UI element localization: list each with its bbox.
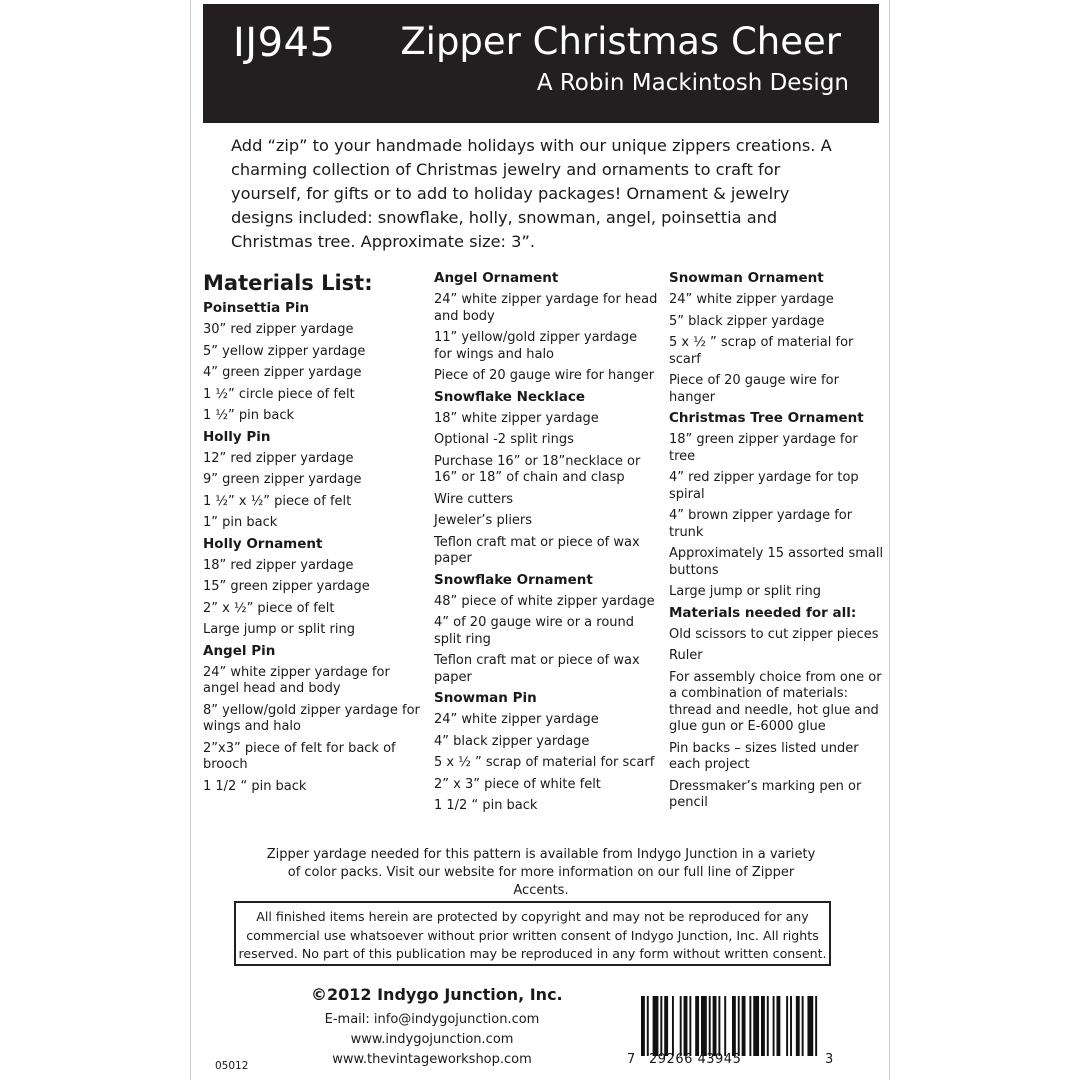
barcode-bar [680, 996, 682, 1056]
material-item: 4” brown zipper yardage for trunk [669, 508, 853, 540]
barcode-bar [647, 996, 649, 1056]
barcode-bar [742, 996, 746, 1056]
barcode-bar [761, 996, 765, 1056]
section-heading: Snowflake Necklace [434, 388, 585, 405]
barcode-bar [815, 996, 817, 1056]
copyright-notice-box [234, 901, 831, 966]
material-item: Teflon craft mat or piece of wax paper [434, 653, 640, 685]
material-item: 24” white zipper yardage [434, 712, 599, 727]
material-item: 24” white zipper yardage for head and body [434, 292, 658, 324]
section-heading: Christmas Tree Ornament [669, 410, 864, 426]
material-item: Piece of 20 gauge wire for hanger [669, 373, 839, 405]
material-item: Old scissors to cut zipper pieces [669, 626, 879, 642]
barcode-bar [713, 996, 717, 1056]
header-banner [203, 4, 879, 123]
barcode-bar [695, 996, 699, 1056]
copyright-line: ©2012 Indygo Junction, Inc. [311, 985, 563, 1004]
barcode-bars [641, 996, 821, 1056]
material-item: Teflon craft mat or piece of wax paper [434, 534, 640, 566]
barcode-bar [786, 996, 788, 1056]
material-item: 5” black zipper yardage [669, 313, 825, 329]
material-item: 8” yellow/gold zipper yardage for wings and halo [203, 702, 420, 734]
barcode-bar [684, 996, 688, 1056]
barcode-bar [802, 996, 804, 1056]
barcode-bar [753, 996, 759, 1056]
section-heading: Materials needed for all: [669, 604, 857, 621]
email-text: E-mail: info@indygojunction.com [324, 1012, 540, 1027]
section-heading: Snowflake Ornament [434, 571, 593, 588]
material-item: Pin backs – sizes listed under each project [669, 740, 859, 772]
website-link-1[interactable]: www.indygojunction.com [350, 1032, 514, 1047]
section-heading: Holly Pin [203, 428, 271, 445]
barcode-digit-left: 7 [627, 1052, 636, 1067]
website-link-2[interactable]: www.thevintageworkshop.com [332, 1052, 532, 1067]
material-item: 1 1/2 “ pin back [434, 798, 538, 813]
barcode-bar [732, 996, 736, 1056]
section-heading: Poinsettia Pin [203, 300, 310, 316]
barcode-bar [709, 996, 711, 1056]
materials-column-1 [203, 270, 428, 795]
barcode-bar [672, 996, 674, 1056]
section-heading: Holly Ornament [203, 535, 323, 552]
contact-info [317, 1010, 547, 1070]
material-item: Optional -2 split rings [434, 432, 574, 447]
material-item: 48” piece of white zipper yardage [434, 593, 655, 609]
barcode-bar [641, 996, 645, 1056]
material-item: 2” x 3” piece of white felt [434, 776, 601, 792]
materials-title: Materials List: [203, 271, 373, 295]
barcode-bar [664, 996, 668, 1056]
barcode-bar [689, 996, 691, 1056]
material-item: 18” red zipper yardage [203, 557, 354, 573]
material-item: 1 ½” x ½” piece of felt [203, 493, 352, 509]
material-item: 1 ½” circle piece of felt [203, 386, 355, 402]
material-item: For assembly choice from one or a combination of materials: thread and needle, hot glue and glue gun or E-6000 glue [669, 669, 882, 734]
material-item: 11” yellow/gold zipper yardage for wings and halo [434, 330, 638, 362]
print-code: 05012 [215, 1060, 249, 1072]
upc-barcode [627, 996, 834, 1070]
barcode-bar [773, 996, 775, 1056]
material-item: Purchase 16” or 18”necklace or 16” or 18” of chain and clasp [434, 453, 641, 485]
material-item: 5 x ½ ” scrap of material for scarf [669, 335, 854, 367]
material-item: 1 1/2 “ pin back [203, 778, 307, 794]
barcode-digits-middle: 29266 43945 [649, 1052, 742, 1067]
material-item: 5 x ½ ” scrap of material for scarf [434, 755, 655, 770]
pattern-back-cover [190, 0, 890, 1080]
barcode-bar [807, 996, 813, 1056]
material-item: Dressmaker’s marking pen or pencil [669, 778, 862, 810]
material-item: Ruler [669, 648, 703, 663]
zipper-yardage-note: Zipper yardage needed for this pattern is available from Indygo Junction in a variety of color packs. Visit our website for more information on our full line of Zipper Accents. [266, 847, 816, 898]
material-item: 15” green zipper yardage [203, 579, 370, 594]
material-item: 4” of 20 gauge wire or a round split ring [434, 615, 635, 647]
barcode-bar [653, 996, 659, 1056]
copyright-notice-text: All finished items herein are protected by copyright and may not be reproduced for any commercial use whatsoever without prior written consent of Indygo Junction, Inc. All rights reserved. No part of this publication may be reproduced in any form without written consent. [238, 909, 827, 961]
material-item: Wire cutters [434, 491, 514, 507]
section-heading: Angel Ornament [434, 270, 559, 286]
barcode-bar [790, 996, 792, 1056]
barcode-bar [796, 996, 800, 1056]
material-item: 24” white zipper yardage for angel head and body [203, 664, 390, 696]
material-item: 9” green zipper yardage [203, 472, 362, 487]
barcode-digit-right: 3 [825, 1052, 834, 1067]
barcode-bar [660, 996, 662, 1056]
material-item: 4” black zipper yardage [434, 733, 590, 749]
material-item: 1 ½” pin back [203, 408, 294, 423]
intro-paragraph: Add “zip” to your handmade holidays with our unique zippers creations. A charming collection of Christmas jewelry and ornaments to craft for yourself, for gifts or to add to holiday packages! Ornament & jewelry designs included: snowflake, holly, snowman, angel, poinsettia and Christmas tree. Approximate size: 3”. [231, 136, 832, 251]
section-heading: Angel Pin [203, 642, 276, 659]
material-item: 2”x3” piece of felt for back of brooch [203, 740, 396, 772]
material-item: 30” red zipper yardage [203, 322, 354, 337]
barcode-bar [738, 996, 740, 1056]
material-item: 4” green zipper yardage [203, 365, 362, 380]
barcode-bar [724, 996, 726, 1056]
material-item: 1” pin back [203, 515, 278, 530]
material-item: 12” red zipper yardage [203, 450, 354, 466]
material-item: 4” red zipper yardage for top spiral [669, 470, 859, 502]
material-item: 2” x ½” piece of felt [203, 600, 335, 616]
pattern-code: IJ945 [233, 20, 336, 66]
section-heading: Snowman Pin [434, 690, 537, 706]
material-item: 5” yellow zipper yardage [203, 343, 366, 359]
material-item: 24” white zipper yardage [669, 292, 834, 307]
pattern-title: Zipper Christmas Cheer [400, 20, 841, 63]
material-item: 18” white zipper yardage [434, 410, 599, 426]
materials-column-3 [669, 270, 884, 812]
barcode-bar [749, 996, 751, 1056]
material-item: Large jump or split ring [203, 622, 355, 637]
barcode-bar [776, 996, 780, 1056]
materials-column-2 [434, 270, 659, 815]
section-heading: Snowman Ornament [669, 270, 824, 286]
barcode-bar [767, 996, 769, 1056]
barcode-bar [701, 996, 707, 1056]
material-item: Jeweler’s pliers [434, 513, 533, 528]
material-item: 18” green zipper yardage for tree [669, 432, 858, 464]
designer-credit: A Robin Mackintosh Design [536, 70, 849, 96]
material-item: Approximately 15 assorted small buttons [669, 546, 884, 578]
material-item: Large jump or split ring [669, 584, 821, 599]
barcode-bar [718, 996, 720, 1056]
material-item: Piece of 20 gauge wire for hanger [434, 368, 655, 383]
